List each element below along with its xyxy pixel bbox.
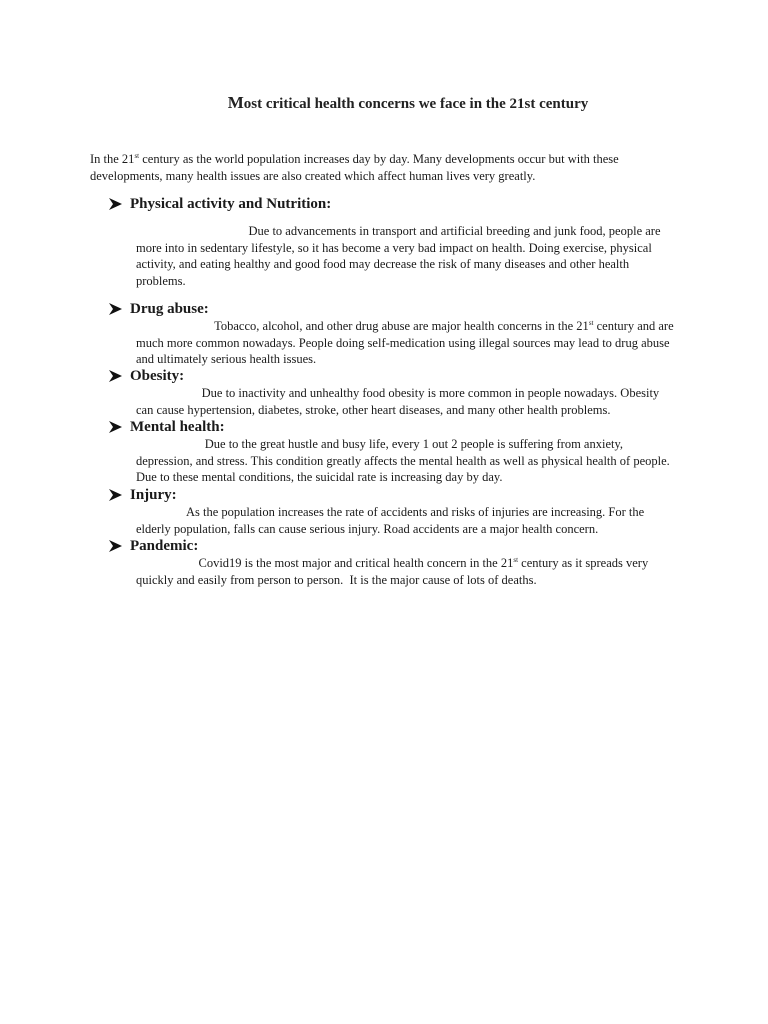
- section-heading: [108, 486, 678, 504]
- section-body-text-end: century and are much more common nowadays. People doing self-medication using illegal sources may lead to drug abuse and ultimately serious health issues.: [136, 319, 674, 366]
- arrowhead-bullet-icon: [108, 488, 124, 502]
- section-heading-text: Obesity:: [130, 368, 185, 384]
- section-body: [136, 555, 678, 588]
- arrowhead-bullet-icon: [108, 420, 124, 434]
- section-heading: [108, 537, 678, 555]
- indent-space: [136, 224, 249, 238]
- section-heading-text: Pandemic:: [130, 538, 199, 554]
- section-heading: [108, 300, 678, 318]
- section-body: [136, 504, 678, 537]
- section-body-text-start: Covid19 is the most major and critical health concern in the 21: [198, 556, 514, 570]
- section-body: [136, 223, 678, 289]
- indent-space: [136, 556, 199, 570]
- section-body-text: Due to advancements in transport and artificial breeding and junk food, people are more into in sedentary lifestyle, so it has become a very bad impact on health. Doing exercise, physical activity, and eating healthy and good food may decrease the risk of many diseases and other health problems.: [136, 224, 661, 288]
- section-heading-text: Injury:: [130, 487, 177, 503]
- indent-space: [136, 319, 214, 333]
- section-body-text-start: Tobacco, alcohol, and other drug abuse are major health concerns in the 21: [214, 319, 589, 333]
- body-superscript: st: [513, 556, 519, 564]
- section-heading-text: Mental health:: [130, 419, 225, 435]
- section-mental-health: [108, 418, 678, 486]
- arrowhead-bullet-icon: [108, 197, 124, 211]
- section-body: [136, 318, 678, 368]
- intro-superscript: st: [134, 152, 140, 160]
- section-heading: [108, 418, 678, 436]
- section-drug-abuse: [108, 300, 678, 368]
- section-heading-text: Drug abuse:: [130, 301, 209, 317]
- indent-space: [136, 437, 205, 451]
- document-title: [0, 93, 768, 113]
- section-heading-text: Physical activity and Nutrition:: [130, 196, 332, 212]
- section-body: [136, 436, 678, 486]
- indent-space: [136, 505, 186, 519]
- section-body: [136, 385, 678, 418]
- body-superscript: st: [588, 319, 594, 327]
- arrowhead-bullet-icon: [108, 369, 124, 383]
- section-injury: [108, 486, 678, 537]
- title-text: ost critical health concerns we face in the 21st century: [243, 96, 589, 112]
- section-body-text: Due to inactivity and unhealthy food obesity is more common in people nowadays. Obesity can cause hypertension, diabetes, stroke, other heart diseases, and many other health problems.: [136, 386, 660, 417]
- section-body-text: Due to the great hustle and busy life, every 1 out 2 people is suffering from anxiety, depression, and stress. This condition greatly affects the mental health as well as physical health of people. Due to these mental conditions, the suicidal rate is increasing day by day.: [136, 437, 670, 484]
- section-body-text: As the population increases the rate of accidents and risks of injuries are increasing. For the elderly population, falls can cause serious injury. Road accidents are a major health concern.: [136, 505, 645, 536]
- intro-text-start: In the 21: [90, 152, 135, 166]
- section-pandemic: [108, 537, 678, 588]
- section-obesity: [108, 367, 678, 418]
- arrowhead-bullet-icon: [108, 539, 124, 553]
- arrowhead-bullet-icon: [108, 302, 124, 316]
- section-physical-activity: [108, 195, 678, 289]
- title-first-letter: M: [227, 93, 244, 112]
- section-heading: [108, 195, 678, 213]
- indent-space: [136, 386, 202, 400]
- intro-text-end: century as the world population increases day by day. Many developments occur but with these developments, many health issues are also created which affect human lives very greatly.: [90, 152, 619, 183]
- section-heading: [108, 367, 678, 385]
- intro-paragraph: [90, 151, 650, 185]
- section-body-text-end: century as it spreads very quickly and easily from person to person. It is the major cause of lots of deaths.: [136, 556, 649, 587]
